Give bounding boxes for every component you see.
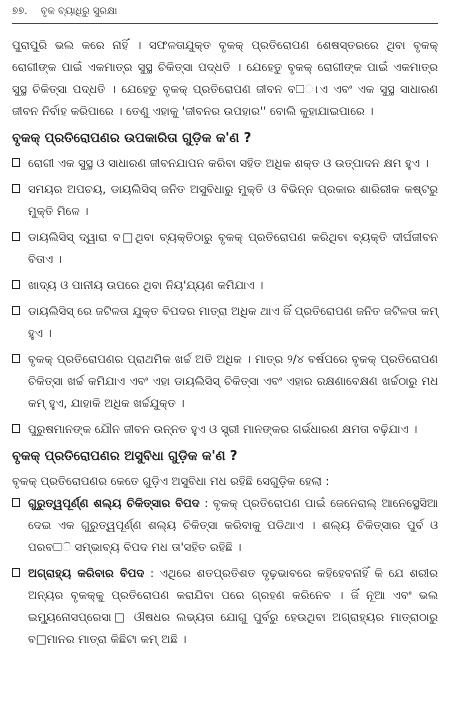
checkbox-bullet-icon [12,498,20,507]
disadvantages-list [12,492,438,650]
running-header [12,0,438,24]
list-item [12,348,438,414]
list-item-text: : ଏଥିରେ ଶତପ୍ରତିଶତ ଦୃଢ଼ଭାବରେ କହିହେବନାହିଁ କି ଯେ ଶରୀର ଅନ୍ୟର ବୃକକ୍କୁ ପ୍ରତିରୋପଣ କରାଯିବା ପରେ ଗ୍ରହଣ କରିନେବ । ଜିଁ ନୂଆ ଏବଂ ଭଲ ଇମ୍ୟୁନୋସପ୍ରେସା□ ଔଷଧର ଲଭ୍ୟତା ଯୋଗୁ ପୁର୍ବରୁ ହେଉଥିବା ଅଗ୍ରାହ୍ୟର ମାତ୍ରାଠାରୁ ବ□ମାନର ମାତ୍ରା କିଛିଟା କମ୍ ଅଛି । [28,566,439,646]
checkbox-bullet-icon [12,568,20,577]
disadvantages-heading: ବୃକକ୍ ପ୍ରତିରୋପଣର ଅସୁବିଧା ଗୁଡ଼ିକ କ'ଣ ? [12,449,238,464]
checkbox-bullet-icon [12,184,20,193]
list-item-text: ଡାୟଲିସିସ୍ ରେ ଜଟିଳତା ଯୁକ୍ତ ବିପଦର ମାତ୍ରା ଅଧିକ ଥାଏ ଜିଁ ପ୍ରତିରୋପଣ ଜନିତ ଜଟିଳତା କମ୍ ହୁଏ । [28,304,438,340]
checkbox-bullet-icon [12,424,20,433]
checkbox-bullet-icon [12,306,20,315]
list-item [12,492,438,558]
list-item-term: ଗୁରୁତ୍ୱପୂର୍ଣ୍ଣ ଶଲ୍ୟ ଚିକିତ୍ସାର ବିପଦ [28,496,200,510]
disadvantages-intro: ବୃକକ୍ ପ୍ରତିରୋପଣର କେତେ ଗୁଡ଼ିଏ ଅସୁବିଧା ମଧ ରହିଛି ସେଗୁଡ଼ିକ ହେଲା : [12,474,330,488]
list-item-text: ପୁରୁଷମାନଙ୍କ ଯୌନ ଜୀବନ ଉନ୍ନତ ହୁଏ ଓ ସ୍ତ୍ରୀ ମାନଙ୍କର ଗର୍ଭଧାରଣ କ୍ଷମତା ବଢ଼ିଯାଏ । [28,422,418,436]
intro-paragraph: ପୁରାପୁରି ଭଲ କରେ ନାହିଁ । ସଫଳତାଯୁକ୍ତ ବୃକକ୍ ପ୍ରତିରୋପଣ ଶେଷସ୍ତରରେ ଥିବା ବୃକକ୍ ରୋଗୀଙ୍କ ପାଇଁ ଏକମାତ୍ର ସୁସ୍ଥ ଚିକିତ୍ସା ପଦ୍ଧତି । ଯେହେତୁ ବୃକକ୍ ରୋଗୀଙ୍କ ପାଇଁ ଏକମାତ୍ର ସୁସ୍ଥ ଚିକିତ୍ସା ପଦ୍ଧତି । ଯେହେତୁ ବୃକକ୍ ପ୍ରତିରୋପଣ ଜୀବନ ବ□ାଏ ଏବଂ ଏକ ସୁସ୍ଥ ସାଧାରଣ ଜୀବନ ନିର୍ବାହ କରିପାରେ । ତେଣୁ ଏହାକୁ 'ଜୀବନର ଉପହାର'' ବୋଲି କୁହାଯାଇପାରେ । [12,38,438,118]
checkbox-bullet-icon [12,232,20,241]
list-item-term: ଅଗ୍ରାହ୍ୟ କରିବାର ବିପଦ [28,566,145,580]
list-item [12,300,438,344]
list-item-text: ଡାୟଲିସିସ୍ ଦ୍ୱାରା ବ□ଥିବା ବ୍ୟକ୍ତିଠାରୁ ବୃକକ୍ ପ୍ରତିରୋପଣ କରିଥିବା ବ୍ୟକ୍ତି ଦୀର୍ଘଜୀବନ ବିତାଏ । [28,230,438,266]
list-item [12,274,438,296]
list-item-text: ଖାଦ୍ୟ ଓ ପାନୀୟ ଉପରେ ଥିବା ନିୟ'ଯ୍ୟଣ କମିଯାଏ । [28,278,264,292]
list-item [12,178,438,222]
list-item [12,226,438,270]
list-item [12,418,438,440]
list-item-text: ବୃକକ୍ ପ୍ରତିରୋପଣର ପ୍ରାଥମିକ ଖର୍ଚ୍ଚ ଅତି ଅଧିକ । ମାତ୍ର ୨/୪ ବର୍ଷପରେ ବୃକକ୍ ପ୍ରତିରୋପଣ ଚିକିତ୍ସା ଖର୍ଚ୍ଚ କମିଯାଏ ଏବଂ ଏହା ଡାୟଲିସିସ୍ ଚିକିତ୍ସା ଏବଂ ଏହାର ରକ୍ଷଣାବେକ୍ଷଣ ଖର୍ଚ୍ଚଠାରୁ ମଧ କମ୍ ହୁଏ, ଯାହାକି ଅଧିକ ଖର୍ଚ୍ଚଯୁକ୍ତ । [28,352,438,410]
advantages-heading: ବୃକକ୍ ପ୍ରତିରୋପଣର ଉପକାରିତା ଗୁଡ଼ିକ କ'ଣ ? [12,131,252,146]
list-item-text: : ବୃକକ୍ ପ୍ରତିରୋପଣ ପାଇଁ ଜେନେରାଲ୍ ଆନେସ୍ଥେସିଆ ଦେଇ ଏକ ଗୁରୁତ୍ୱପୂର୍ଣ୍ଣ ଶଲ୍ୟ ଚିକିତ୍ସା କରିବାକୁ ପଡିଥାଏ । ଶଲ୍ୟ ଚିକିତ୍ସାର ପୁର୍ବ ଓ ପରବ□ି ସମ୍ଭାବ୍ୟ ବିପଦ ମଧ ତା'ସହିତ ରହିଛି । [28,496,439,554]
advantages-list [12,152,438,440]
checkbox-bullet-icon [12,158,20,167]
list-item-text: ରୋଗୀ ଏକ ସୁସ୍ଥ ଓ ସାଧାରଣ ଜୀବନଯାପନ କରିବା ସହିତ ଅଧିକ ଶକ୍ତ ଓ ଉତ୍ପାଦନ କ୍ଷମ ହୁଏ । [28,156,429,170]
checkbox-bullet-icon [12,280,20,289]
running-title: ବୃକ ବ୍ୟାଧିରୁ ସୁରକ୍ଷା [40,6,118,17]
list-item [12,152,438,174]
checkbox-bullet-icon [12,354,20,363]
list-item [12,562,438,650]
list-item-text: ସମୟର ଅପଚୟ, ଡାୟଲିସିସ୍ ଜନିତ ଅସୁବିଧାରୁ ମୁକ୍ତି ଓ ବିଭିନ୍ନ ପ୍ରକାର ଶାରିରୀକ କଷ୍ଟରୁ ମୁକ୍ତି ମିଳେ । [28,182,438,218]
page-number: ୭୭. [12,6,28,17]
